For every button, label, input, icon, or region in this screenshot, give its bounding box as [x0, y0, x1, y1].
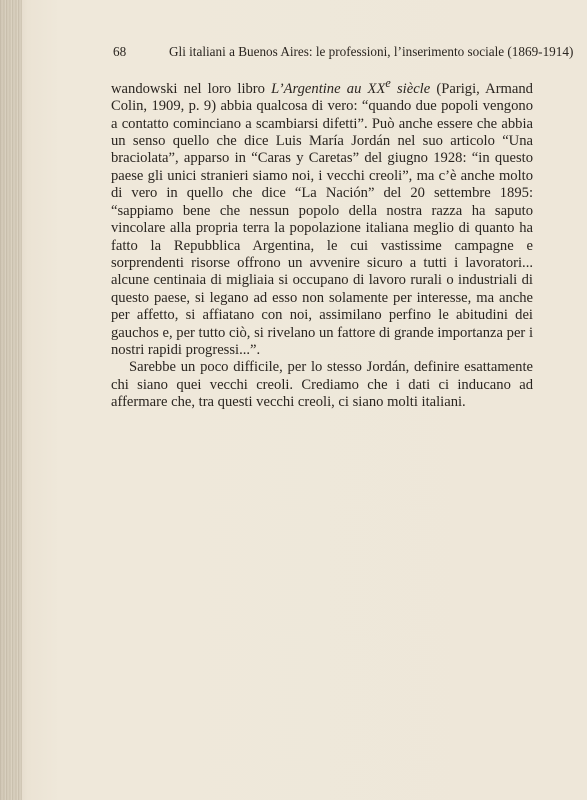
page-number: 68 — [113, 44, 127, 59]
paragraph-1-rest: (Parigi, Armand Colin, 1909, p. 9) abbia qualcosa di vero: “quando due popoli vengono a contatto cominciano a scambiarsi difetti”. Può anche essere che abbia un senso quello che dice Luis María Jordán nel suo articolo “Una braciolata”, apparso in “Caras y Caretas” del giugno 1928: “in questo paese gli unici stranieri siamo noi, i vecchi creoli”, ma c’è anche molto di vero in quello che dice “La Nación” del 20 settembre 1895: “sappiamo bene che nessun popolo della nostra razza ha saputo vincolare alla propria terra la popolazione italiana meglio di quanto ha fatto la Repubblica Argentina, le cui vastissime campagne e sorprendenti risorse offrono un avvenire sicuro a tutti i lavoratori... alcune centinaia di migliaia si occupano di lavoro rurali o industriali di questo paese, si legano ad esso non solamente per interesse, ma anche per affetto, si affiatano con noi, assimilano perfino le abitudini dei gauchos e, per tutto ciò, si rivelano un fattore di grande importanza per i nostri rapidi progressi...”. — [111, 80, 533, 358]
running-title: Gli italiani a Buenos Aires: le professioni, l’inserimento sociale (1869-1914) — [169, 44, 574, 59]
body-text — [111, 75, 533, 412]
paragraph-1-start: wandowski nel loro libro — [111, 80, 272, 97]
book-binding-shadow — [0, 0, 22, 800]
book-title-end: siècle — [390, 80, 431, 97]
book-title — [271, 76, 431, 97]
paragraph-2: Sarebbe un poco difficile, per lo stesso Jordán, definire esattamente chi siano quei vecchi creoli. Crediamo che i dati ci inducano ad affermare che, tra questi vecchi creoli, ci siano molti italiani. — [111, 359, 533, 411]
book-title-superscript: e — [385, 76, 391, 90]
paragraph-1 — [111, 75, 533, 359]
book-title-main: L’Argentine au XX — [271, 80, 386, 97]
